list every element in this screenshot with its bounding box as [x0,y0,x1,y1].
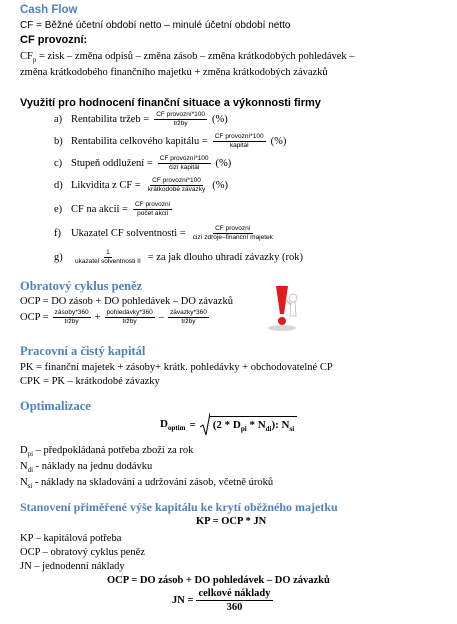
equals-sign: = [189,419,196,431]
capital-formula: KP = OCP * JN [196,516,267,527]
ocp-prefix: OCP = [20,312,49,323]
item-letter: g) [54,252,63,263]
working-capital-line1: PK = finanční majetek + zásoby+ krátk. pohledávky + obchodovatelné CP [20,362,333,373]
inner-sub2: di [265,425,272,434]
item-suffix: (%) [215,158,232,169]
cycle-formula [20,309,211,326]
ocp-fraction-receivables [105,309,155,326]
frac-num: CF provozní*100 [214,133,264,140]
item-letter: c) [54,158,63,169]
optim-line-nsi [20,476,273,493]
item-label: Stupeň oddlužení = [71,158,153,169]
text: - náklady na skladování a udržování zásob, včetně úroků [32,477,274,488]
frac-den: 360 [226,602,243,613]
frac-num: CF provozní*100 [159,155,209,162]
frac-den: cizí zdroje–finanční majetek [192,234,273,241]
cf-operating-formula-line1 [20,50,355,67]
item-fraction [133,201,172,218]
item-fraction [73,249,143,266]
cf-operating-formula-line2: změna krátkodobého finančního majetku + změna krátkodobých závazků [20,67,328,78]
text: - náklady na jednu dodávku [33,461,153,472]
item-label: Rentabilita celkového kapitálu = [71,136,208,147]
inner-2: * N [246,419,266,432]
item-label: Ukazatel CF solventnosti = [71,228,186,239]
cf-symbol-sub: p [32,56,37,65]
item-fraction [154,111,207,128]
optim-line-dpi [20,444,193,461]
sqrt-body [210,416,297,433]
sqrt-icon [200,413,210,437]
frac-den: ukazatel solventnosti II [75,258,141,265]
capital-title: Stanovení přiměřené výše kapitálu ke krytí oběžného majetku [20,500,338,514]
jn-prefix: JN = [172,595,194,606]
frac-den: krátkodobé závazky [147,186,206,193]
capital-line-ocp: OCP – obratový cyklus peněz [20,547,146,558]
usage-item-a [54,111,228,128]
usage-item-e [54,201,174,218]
frac-den: tržby [181,318,196,325]
sub: pi [27,450,34,459]
cycle-title: Obratový cyklus peněz [20,279,143,293]
jn-fraction [196,587,272,614]
frac-num: CF provozní [215,225,251,232]
frac-den: tržby [173,120,188,127]
ocp-fraction-liabilities [168,309,209,326]
item-label: Likvidita z CF = [71,180,141,191]
cashflow-definition: CF = Běžné účetní období netto – minulé účetní období netto [20,20,291,31]
cf-symbol: CF [20,51,33,62]
usage-item-g [54,249,303,266]
frac-num: CF provozní [134,201,171,208]
usage-item-f [54,225,277,242]
cashflow-title: Cash Flow [20,4,78,16]
frac-num: závazky*360 [170,309,207,316]
usage-title: Využití pro hodnocení finanční situace a výkonnosti firmy [20,97,321,109]
frac-num: pohledávky*360 [106,309,153,316]
inner-sub1: pi [240,425,247,434]
d-symbol: D [160,417,168,430]
minus-sign: – [158,312,165,323]
item-suffix: (%) [212,114,228,125]
optimization-formula [160,413,297,437]
item-suffix: (%) [212,180,228,191]
inner-3: ): N [271,419,290,432]
item-letter: e) [54,204,63,215]
capital-line-kp: KP – kapitálová potřeba [20,533,122,544]
d-sub: optim [167,424,186,433]
frac-num: zásoby*360 [54,309,89,316]
exclamation-figure-icon [262,282,302,332]
inner-1: (2 * D [212,419,241,432]
usage-item-b [54,133,286,150]
cf-operating-heading: CF provozní: [20,34,88,46]
item-suffix: (%) [270,136,287,147]
cf-formula-text1: = zisk – změna odpisů – změna zásob – změna krátkodobých pohledávek – [36,51,355,62]
frac-den: kapitál [229,142,249,149]
optimization-title: Optimalizace [20,399,91,413]
item-suffix: = za jak dlouho uhradí závazky (rok) [147,252,303,263]
frac-num: CF provozní*100 [156,111,206,118]
usage-item-d [54,177,228,194]
item-fraction [191,225,275,242]
optim-line-ndi [20,460,152,477]
item-letter: f) [54,228,61,239]
sym: D [20,445,28,456]
frac-num: celkové náklady [198,588,271,599]
item-letter: b) [54,136,63,147]
cycle-definition: OCP = DO zásob + DO pohledávek – DO závazků [20,296,233,307]
sym: N [20,461,28,472]
ocp-fraction-inventory [53,309,91,326]
frac-num: 1 [106,249,110,256]
working-capital-line2: CPK = PK – krátkodobé závazky [20,376,160,387]
item-fraction [213,133,266,150]
frac-den: počet akcií [137,210,169,217]
item-label: Rentabilita tržeb = [71,114,150,125]
inner-sub3: si [289,425,295,434]
plus-sign: + [94,312,101,323]
item-fraction [146,177,207,194]
sub: si [27,482,33,491]
sub: di [27,466,34,475]
frac-num: CF provozní*100 [152,177,201,184]
item-letter: a) [54,114,63,125]
frac-den: tržby [64,318,79,325]
item-label: CF na akcii = [71,204,128,215]
sym: N [20,477,28,488]
capital-line-jn: JN – jednodenní náklady [20,561,125,572]
frac-den: cizí kapitál [168,164,200,171]
frac-den: tržby [122,318,137,325]
capital-ocp-formula: OCP = DO zásob + DO pohledávek – DO závazků [107,575,330,586]
jn-formula [172,587,273,614]
usage-item-c [54,155,231,172]
item-fraction [158,155,211,172]
d-optim-symbol [160,418,185,432]
working-capital-title: Pracovní a čistý kapitál [20,344,146,358]
text: – předpokládaná potřeba zboží za rok [33,445,194,456]
item-letter: d) [54,180,63,191]
